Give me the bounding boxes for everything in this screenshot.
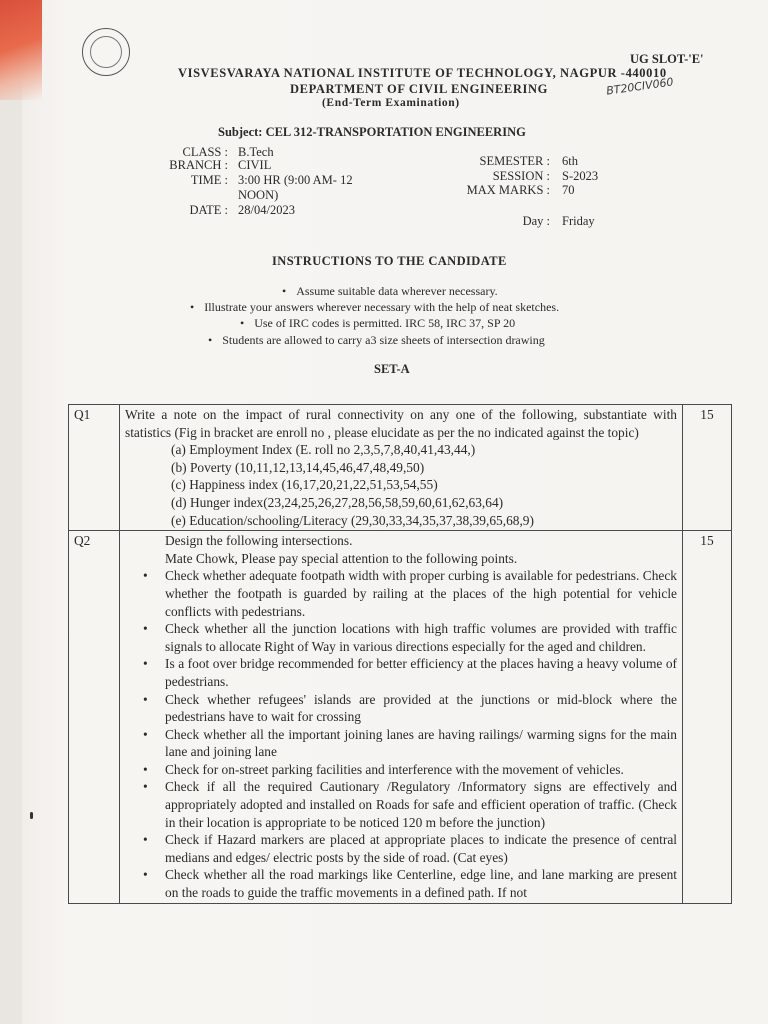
check-point: • Is a foot over bridge recommended for better efficiency at the places having a heavy volume of pedestrians. [165, 655, 677, 690]
semester-label: SEMESTER : [479, 154, 550, 168]
branch-value: CIVIL [238, 158, 272, 172]
check-point: • Check for on-street parking facilities and interference with the movement of vehicles. [165, 761, 677, 779]
question-number: Q2 [69, 531, 120, 903]
session-label: SESSION : [492, 169, 550, 183]
time-value-1: 3:00 HR (9:00 AM- 12 [238, 173, 353, 187]
question-body [120, 405, 683, 531]
department-name: DEPARTMENT OF CIVIL ENGINEERING [290, 82, 548, 96]
check-points-list [125, 567, 677, 901]
branch-label: BRANCH : [169, 158, 228, 172]
set-label: SET-A [374, 362, 410, 376]
semester-value: 6th [562, 154, 578, 168]
date-label: DATE : [189, 203, 228, 217]
red-folder-edge [0, 0, 42, 100]
maxmarks-label: MAX MARKS : [466, 183, 550, 197]
instruction-item: • Students are allowed to carry a3 size sheets of intersection drawing [208, 333, 545, 348]
question-text: Write a note on the impact of rural connectivity on any one of the following, substantiate with statistics (Fig in bracket are enroll no , please elucidate as per the no indicated against the topic) [125, 407, 677, 440]
time-value-2: NOON) [238, 188, 279, 202]
institute-seal-icon [82, 28, 130, 76]
question-intro: Mate Chowk, Please pay special attention to the following points. [165, 550, 518, 566]
class-label: CLASS : [182, 145, 228, 159]
option-a: (a) Employment Index (E. roll no 2,3,5,7,8,40,41,43,44,) [171, 442, 476, 458]
check-point: • Check whether adequate footpath width with proper curbing is available for pedestrians. Check whether the footpath is guarded by railing at the places of the high potential for vehicle conflicts with pedestrians. [165, 567, 677, 620]
institute-name: VISVESVARAYA NATIONAL INSTITUTE OF TECHNOLOGY, NAGPUR -440010 [178, 66, 667, 80]
check-point: • Check if all the required Cautionary /Regulatory /Informatory signs are effectively and appropriately adopted and installed on Roads for safe and efficient operation of traffic. (Check in their location is appropriate to be noticed 120 m before the junction) [165, 778, 677, 831]
option-c: (c) Happiness index (16,17,20,21,22,51,53,54,55) [171, 477, 438, 493]
check-point: • Check whether refugees' islands are provided at the junctions or mid-block where the pedestrians have to wait for crossing [165, 691, 677, 726]
handwritten-roll-number: BT20CIV060 [605, 75, 675, 98]
day-value: Friday [562, 214, 595, 228]
question-row [69, 405, 732, 531]
question-body [120, 531, 683, 903]
option-e: (e) Education/schooling/Literacy (29,30,33,34,35,37,38,39,65,68,9) [171, 512, 534, 528]
instruction-item: • Assume suitable data wherever necessary. [282, 284, 498, 299]
check-point: • Check whether all the road markings like Centerline, edge line, and lane marking are present on the roads to guide the traffic movements in a defined path. If not [165, 866, 677, 901]
instructions-title: INSTRUCTIONS TO THE CANDIDATE [272, 254, 507, 268]
option-b: (b) Poverty (10,11,12,13,14,45,46,47,48,49,50) [171, 459, 425, 475]
question-number: Q1 [69, 405, 120, 531]
slot-label: UG SLOT-'E' [630, 52, 704, 66]
exam-type: (End-Term Examination) [322, 97, 460, 109]
check-point: • Check whether all the junction locations with high traffic volumes are provided with traffic signals to allocate Right of Way in various directions especially for the aged and children. [165, 620, 677, 655]
option-d: (d) Hunger index(23,24,25,26,27,28,56,58,59,60,61,62,63,64) [171, 494, 504, 510]
date-value: 28/04/2023 [238, 203, 295, 217]
session-value: S-2023 [562, 169, 599, 183]
stray-mark [30, 812, 33, 819]
time-label: TIME : [190, 173, 228, 187]
question-row [69, 531, 732, 903]
day-label: Day : [522, 214, 550, 228]
check-point: • Check whether all the important joining lanes are having railings/ warming signs for the main lane and joining lane [165, 726, 677, 761]
check-point: • Check if Hazard markers are placed at appropriate places to indicate the presence of central medians and edges/ electric posts by the side of road. (Cat eyes) [165, 831, 677, 866]
question-intro: Design the following intersections. [165, 533, 353, 549]
questions-table [68, 404, 732, 904]
question-marks: 15 [683, 405, 732, 531]
question-marks: 15 [683, 531, 732, 903]
maxmarks-value: 70 [562, 183, 575, 197]
class-value: B.Tech [238, 145, 274, 159]
subject-title: Subject: CEL 312-TRANSPORTATION ENGINEERING [218, 125, 526, 139]
instruction-item: • Illustrate your answers wherever necessary with the help of neat sketches. [190, 300, 559, 315]
instruction-item: • Use of IRC codes is permitted. IRC 58, IRC 37, SP 20 [240, 316, 515, 331]
